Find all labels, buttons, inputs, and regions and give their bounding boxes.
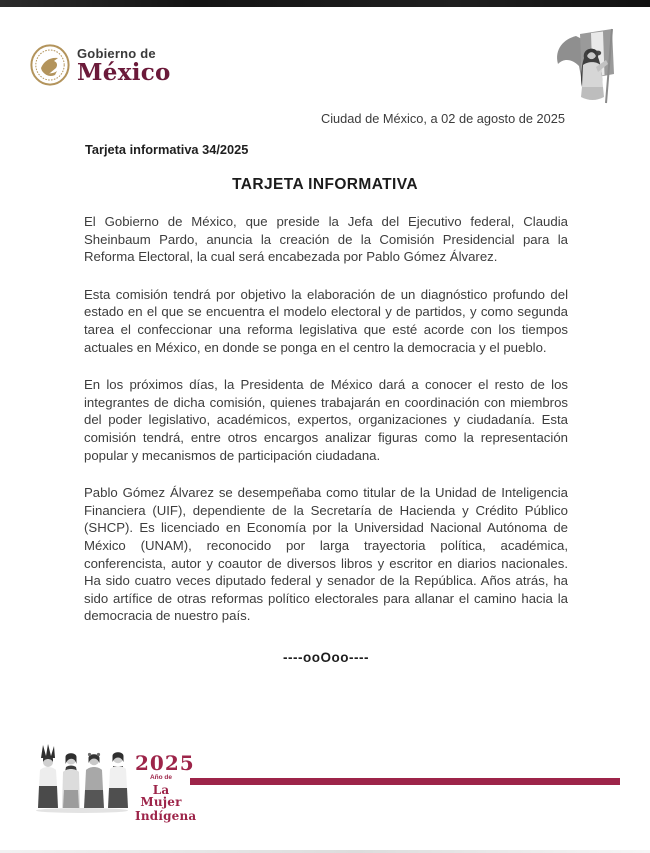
paragraph-2: Esta comisión tendrá por objetivo la elaboración de un diagnóstico profundo del estado en el que se encuentra el modelo electoral y de partidos, y como segunda tarea el confeccionar una reforma legislativa que esté acorde con los tiempos actuales en México, en donde se ponga en el centro la democracia y el pueblo. [84, 286, 568, 355]
footer-campaign-block [135, 751, 197, 823]
document-body [84, 213, 568, 666]
wordmark-line2: México [77, 59, 171, 86]
woman-with-flag-illustration [546, 27, 630, 105]
photo-top-edge [0, 0, 650, 7]
footer-campaign-line2: Indígena [135, 808, 197, 823]
paragraph-1: El Gobierno de México, que preside la Jefa del Ejecutivo federal, Claudia Sheinbaum Pardo, anuncia la creación de la Comisión Presidencial para la Reforma Electoral, la cual será encabezada por Pablo Gómez Álvarez. [84, 214, 568, 265]
footer-year: 2025 [135, 751, 195, 775]
footer-maroon-bar [190, 778, 620, 785]
date-line: Ciudad de México, a 02 de agosto de 2025 [320, 111, 565, 126]
paragraph-4: Pablo Gómez Álvarez se desempeñaba como titular de la Unidad de Inteligencia Financiera (UIF), dependiente de la Secretaría de Hacienda y Crédito Público (SHCP). Es licenciado en Economía por la Universidad Nacional Autónoma de México (UNAM), reconocido por larga trayectoria política, académica, conferencista, autor y coautor de diversos libros y escritor en diarios nacionales. Ha sido cuatro veces diputado federal y senador de la República. Años atrás, ha sido artífice de otras reformas político electorales para allanar el camino hacia la democracia de nuestro país. [84, 485, 568, 624]
wordmark-line1: Gobierno de [77, 46, 156, 61]
indigenous-women-illustration [33, 742, 131, 814]
card-number: Tarjeta informativa 34/2025 [85, 142, 249, 157]
closing-mark: ----ooOoo---- [283, 649, 369, 665]
footer-campaign-line1: La Mujer [140, 782, 182, 809]
gobierno-de-mexico-wordmark [77, 47, 171, 84]
paragraph-3: En los próximos días, la Presidenta de México dará a conocer el resto de los integrantes de dicha comisión, quienes trabajarán en coordinación con miembros del poder legislativo, académicos, expertos, organizaciones y ciudadanía. Esta comisión tendrá, entre otros encargos analizar figuras como la representación popular y mecanismos de participación ciudadana. [84, 377, 568, 463]
mexico-eagle-seal-icon [30, 44, 70, 86]
document-title: TARJETA INFORMATIVA [232, 176, 418, 193]
footer-year-sub: Año de [149, 774, 173, 781]
